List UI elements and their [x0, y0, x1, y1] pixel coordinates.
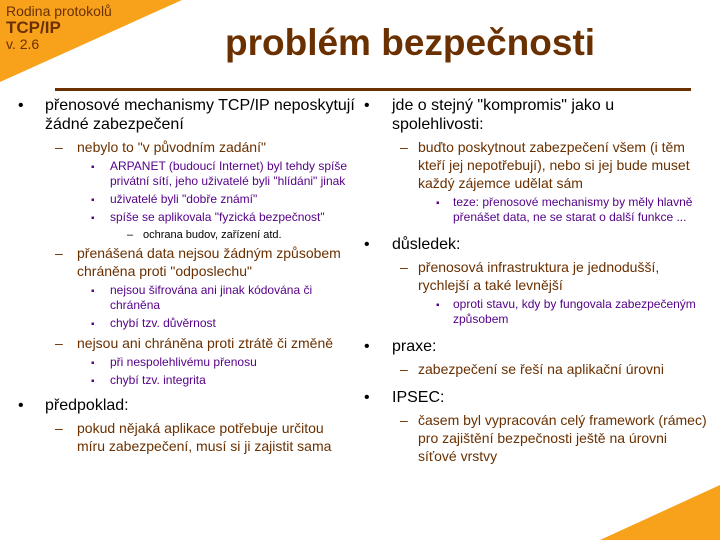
bullet-text: oproti stavu, kdy by fungovala zabezpečeným způsobem — [453, 297, 696, 326]
bullet-item-level-2 — [10, 419, 355, 455]
course-topic: TCP/IP — [6, 17, 61, 37]
bullet-item-level-3 — [10, 373, 355, 388]
course-header — [6, 4, 112, 51]
bullet-text: zabezpečení se řeší na aplikační úrovni — [418, 361, 664, 377]
bullet-marker: ▪ — [91, 213, 95, 224]
bullet-text: ARPANET (budoucí Internet) byl tehdy spíše privátní sítí, jeho uživatelé byli "hlídáni" jinak — [110, 159, 348, 188]
bullet-marker: – — [400, 259, 408, 275]
slide-title: problém bezpečnosti — [225, 22, 596, 63]
bullet-item-level-3 — [10, 159, 355, 189]
bullet-marker: ▪ — [91, 358, 95, 369]
bullet-item-level-4 — [10, 228, 355, 242]
bullet-marker: • — [364, 236, 370, 253]
bullet-marker: • — [18, 397, 24, 414]
bullet-item-level-3 — [10, 316, 355, 331]
bullet-item-level-3 — [10, 283, 355, 313]
bullet-text: pokud nějaká aplikace potřebuje určitou míru zabezpečení, musí si ji zajistit sama — [77, 420, 332, 454]
bullet-marker: • — [364, 389, 370, 406]
bullet-text: přenosová infrastruktura je jednodušší, rychlejší a také levnější — [418, 259, 660, 293]
bullet-item-level-3 — [10, 355, 355, 370]
bullet-item-level-2 — [10, 334, 355, 352]
bullet-marker: ▪ — [91, 162, 95, 173]
bullet-marker: ▪ — [91, 195, 95, 206]
corner-decoration-bottom-right — [600, 485, 720, 540]
bullet-item-level-1 — [10, 396, 355, 415]
bullet-item-level-1 — [358, 96, 708, 134]
course-version: v. 2.6 — [6, 35, 40, 52]
bullet-item-level-3 — [10, 210, 355, 225]
bullet-text: praxe: — [392, 338, 437, 355]
bullet-item-level-1 — [358, 388, 708, 407]
bullet-marker: • — [364, 338, 370, 355]
bullet-marker: ▪ — [91, 286, 95, 297]
bullet-marker: – — [55, 420, 63, 436]
bullet-marker: ▪ — [436, 198, 440, 209]
bullet-marker: – — [127, 229, 134, 241]
bullet-text: nebylo to "v původním zadání" — [77, 139, 266, 155]
bullet-marker: – — [55, 139, 63, 155]
bullet-marker: • — [364, 97, 370, 114]
bullet-marker: – — [400, 139, 408, 155]
bullet-text: ochrana budov, zařízení atd. — [143, 229, 282, 241]
bullet-marker: • — [18, 97, 24, 114]
bullet-marker: ▪ — [91, 376, 95, 387]
bullet-marker: – — [400, 361, 408, 377]
bullet-item-level-2 — [358, 411, 708, 465]
bullet-text: přenosové mechanismy TCP/IP neposkytují žádné zabezpečení — [45, 97, 355, 133]
bullet-text: chybí tzv. integrita — [110, 373, 206, 387]
right-column — [358, 96, 708, 468]
bullet-marker: ▪ — [436, 300, 440, 311]
bullet-text: nejsou ani chráněna proti ztrátě či změně — [77, 335, 334, 351]
bullet-item-level-3 — [10, 192, 355, 207]
bullet-item-level-2 — [358, 258, 708, 294]
bullet-item-level-1 — [358, 235, 708, 254]
bullet-text: chybí tzv. důvěrnost — [110, 316, 216, 330]
bullet-item-level-1 — [10, 96, 355, 134]
title-divider — [55, 88, 691, 91]
bullet-text: IPSEC: — [392, 389, 445, 406]
bullet-text: teze: přenosové mechanismy by měly hlavně přenášet data, ne se starat o další funkce ... — [453, 195, 693, 224]
left-column — [10, 96, 355, 458]
bullet-item-level-2 — [358, 360, 708, 378]
bullet-marker: – — [400, 412, 408, 428]
bullet-text: nejsou šifrována ani jinak kódována či chráněna — [110, 283, 313, 312]
bullet-text: při nespolehlivému přenosu — [110, 355, 257, 369]
bullet-text: spíše se aplikovala "fyzická bezpečnost" — [110, 210, 325, 224]
course-name: Rodina protokolů — [6, 3, 112, 19]
bullet-item-level-2 — [358, 138, 708, 192]
bullet-text: důsledek: — [392, 236, 461, 253]
bullet-text: předpoklad: — [45, 397, 129, 414]
bullet-item-level-3 — [358, 195, 708, 225]
bullet-item-level-2 — [10, 138, 355, 156]
bullet-text: přenášená data nejsou žádným způsobem chráněna proti "odposlechu" — [77, 245, 341, 279]
bullet-item-level-3 — [358, 297, 708, 327]
bullet-text: jde o stejný "kompromis" jako u spolehlivosti: — [392, 97, 615, 133]
bullet-item-level-1 — [358, 337, 708, 356]
bullet-marker: – — [55, 335, 63, 351]
bullet-text: buďto poskytnout zabezpečení všem (i těm kteří jej nepotřebují), nebo si jej bude muset každý zájemce udělat sám — [418, 139, 690, 191]
bullet-text: uživatelé byli "dobře známí" — [110, 192, 258, 206]
bullet-text: časem byl vypracován celý framework (rámec) pro zajištění bezpečnosti ještě na úrovni síťové vrstvy — [418, 412, 707, 464]
bullet-marker: ▪ — [91, 319, 95, 330]
bullet-marker: – — [55, 245, 63, 261]
bullet-item-level-2 — [10, 244, 355, 280]
